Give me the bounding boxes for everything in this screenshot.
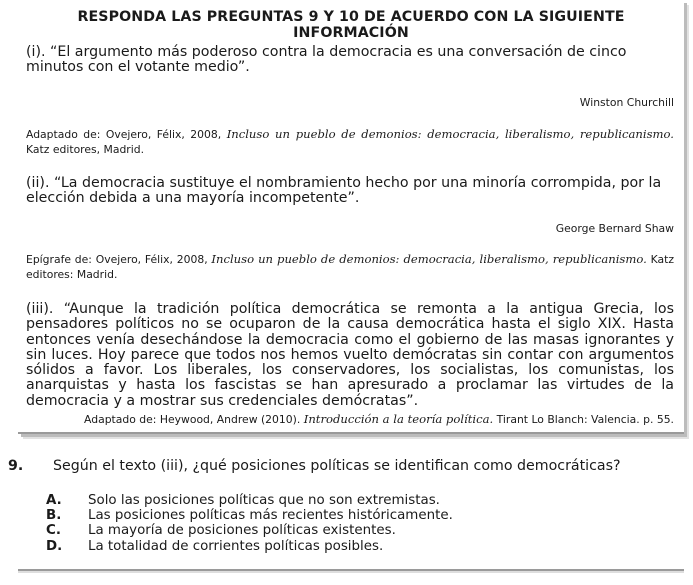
source-ii bbox=[26, 252, 674, 282]
source-iii-prefix: Adaptado de: Heywood, Andrew (2010). bbox=[84, 413, 304, 426]
question-number: 9. bbox=[8, 458, 24, 474]
author-shaw: George Bernard Shaw bbox=[555, 222, 674, 235]
source-iii-suffix: Tirant Lo Blanch: Valencia. p. 55. bbox=[493, 413, 674, 426]
option-d-label: D. bbox=[46, 538, 63, 554]
source-i-prefix: Adaptado de: Ovejero, Félix, 2008, bbox=[26, 128, 227, 141]
reading-panel bbox=[18, 0, 684, 434]
option-a-label: A. bbox=[46, 493, 62, 508]
quote-iii: (iii). “Aunque la tradición política democrática se remonta a la antigua Grecia, los pensadores políticos no se ocuparon de la causa democrática hasta el siglo XIX. Hasta entonces venía desechándose la democracia como el gobierno de las masas ignorantes y sin luces. Hoy parece que todos nos hemos vuelto demócratas sin contar con argumentos sólidos a favor. Los liberales, los conservadores, los socialistas, los comunistas, los anarquistas y hasta los fascistas se han apresurado a proclamar las virtudes de la democracia y a mostrar sus credenciales demócratas”. bbox=[26, 301, 674, 409]
option-b-text: Las posiciones políticas más recientes históricamente. bbox=[88, 508, 453, 524]
author-churchill: Winston Churchill bbox=[579, 96, 674, 109]
option-d-text: La totalidad de corrientes políticas posibles. bbox=[88, 538, 384, 554]
question-divider bbox=[18, 569, 684, 571]
source-iii bbox=[26, 412, 674, 427]
source-i-suffix: Katz editores, Madrid. bbox=[26, 143, 145, 156]
source-i-title: Incluso un pueblo de demonios: democracia, liberalismo, republicanismo. bbox=[226, 127, 674, 141]
option-c-label: C. bbox=[46, 523, 61, 539]
option-c-text: La mayoría de posiciones políticas existentes. bbox=[88, 523, 396, 539]
source-ii-prefix: Epígrafe de: Ovejero, Félix, 2008, bbox=[26, 253, 212, 266]
question-text: Según el texto (iii), ¿qué posiciones políticas se identifican como democráticas? bbox=[53, 458, 621, 474]
option-b-label: B. bbox=[46, 508, 62, 524]
section-heading: RESPONDA LAS PREGUNTAS 9 Y 10 DE ACUERDO CON LA SIGUIENTE INFORMACIÓN bbox=[77, 9, 625, 41]
quote-ii: (ii). “La democracia sustituye el nombramiento hecho por una minoría corrompida, por la elección debida a una mayoría incompetente”. bbox=[26, 175, 662, 207]
source-ii-suffix: Katz editores: Madrid. bbox=[26, 253, 675, 281]
source-iii-title: Introducción a la teoría política. bbox=[303, 412, 494, 426]
option-a-text: Solo las posiciones políticas que no son extremistas. bbox=[88, 493, 440, 508]
source-ii-title: Incluso un pueblo de demonios: democracia, liberalismo, republicanismo. bbox=[211, 252, 647, 266]
source-i bbox=[26, 127, 674, 157]
quote-i: (i). “El argumento más poderoso contra la democracia es una conversación de cinco minutos con el votante medio”. bbox=[26, 44, 627, 76]
